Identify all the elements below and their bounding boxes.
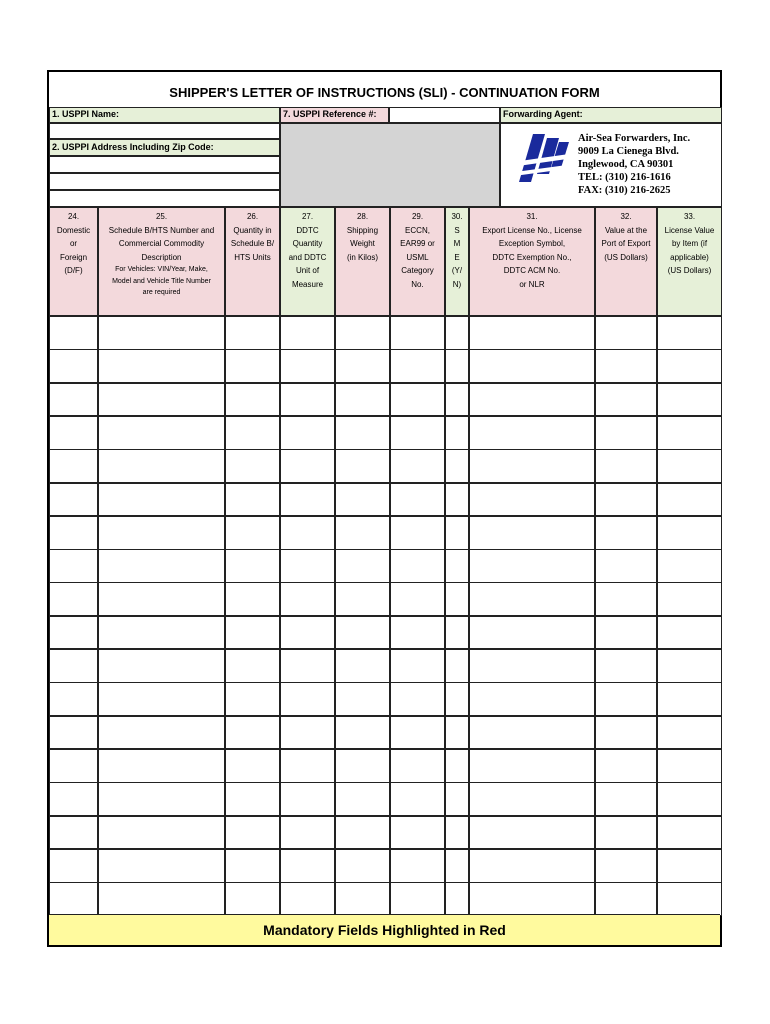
line-item-cell[interactable] [335, 616, 390, 650]
line-item-cell[interactable] [98, 349, 225, 383]
line-item-cell[interactable] [445, 483, 469, 517]
usppi-address-field-3[interactable] [49, 190, 280, 207]
column-header-line: HTS Units [234, 252, 271, 262]
column-number: 32. [620, 212, 632, 221]
column-header-line: Commercial Commodity [118, 239, 205, 248]
line-item-cell[interactable] [225, 682, 280, 716]
line-item-cell[interactable] [49, 882, 98, 916]
line-item-cell[interactable] [280, 549, 335, 583]
line-item-cell[interactable] [657, 449, 722, 483]
column-header-line: Port of Export [601, 239, 651, 248]
line-item-cell[interactable] [390, 816, 445, 850]
column-header-line: Schedule B/ [230, 239, 275, 248]
line-item-cell[interactable] [469, 782, 595, 816]
line-item-cell[interactable] [445, 882, 469, 916]
column-header-line: Export License No., License [482, 225, 582, 235]
line-item-cell[interactable] [390, 316, 445, 350]
line-item-cell[interactable] [469, 349, 595, 383]
line-item-cell[interactable] [445, 383, 469, 417]
line-item-cell[interactable] [49, 716, 98, 750]
line-item-cell[interactable] [445, 649, 469, 683]
line-item-cell[interactable] [595, 816, 657, 850]
line-item-cell[interactable] [49, 616, 98, 650]
line-item-cell[interactable] [390, 682, 445, 716]
line-item-cell[interactable] [390, 383, 445, 417]
line-item-cell[interactable] [335, 516, 390, 550]
line-item-cell[interactable] [595, 782, 657, 816]
column-number: 28. [356, 212, 369, 221]
line-item-cell[interactable] [280, 383, 335, 417]
column-number: 26. [246, 212, 259, 221]
column-header-line: ECCN, [405, 225, 430, 235]
line-item-cell[interactable] [280, 316, 335, 350]
mandatory-fields-note: Mandatory Fields Highlighted in Red [49, 914, 720, 945]
line-item-cell[interactable] [98, 616, 225, 650]
line-item-cell[interactable] [335, 582, 390, 616]
line-item-cell[interactable] [469, 749, 595, 783]
line-item-cell[interactable] [225, 316, 280, 350]
line-item-cell[interactable] [280, 716, 335, 750]
line-item-cell[interactable] [225, 416, 280, 450]
line-item-cell[interactable] [335, 782, 390, 816]
line-item-cell[interactable] [469, 416, 595, 450]
line-item-cell[interactable] [280, 616, 335, 650]
line-item-cell[interactable] [98, 316, 225, 350]
column-header-28 [335, 207, 390, 316]
line-item-cell[interactable] [98, 849, 225, 883]
column-header-line: E [454, 252, 460, 262]
line-item-cell[interactable] [390, 649, 445, 683]
line-item-cell[interactable] [390, 349, 445, 383]
line-item-cell[interactable] [335, 649, 390, 683]
line-item-cell[interactable] [98, 816, 225, 850]
line-item-cell[interactable] [225, 383, 280, 417]
agent-city: Inglewood, CA 90301 [578, 159, 674, 170]
line-item-cell[interactable] [49, 649, 98, 683]
sli-continuation-form [47, 70, 722, 947]
column-header-25 [98, 207, 225, 316]
line-item-cell[interactable] [390, 416, 445, 450]
line-item-cell[interactable] [445, 349, 469, 383]
line-item-cell[interactable] [595, 349, 657, 383]
column-header-line: N) [452, 279, 462, 289]
line-item-cell[interactable] [469, 882, 595, 916]
usppi-name-label: 1. USPPI Name: [49, 107, 280, 123]
line-item-cell[interactable] [335, 316, 390, 350]
line-item-cell[interactable] [445, 316, 469, 350]
line-item-cell[interactable] [280, 582, 335, 616]
line-item-cell[interactable] [469, 549, 595, 583]
column-header-line: Domestic [56, 225, 91, 235]
line-item-cell[interactable] [280, 349, 335, 383]
forwarding-agent-label: Forwarding Agent: [500, 107, 722, 123]
line-item-cell[interactable] [657, 383, 722, 417]
line-item-cell[interactable] [280, 483, 335, 517]
line-item-cell[interactable] [595, 383, 657, 417]
line-item-cell[interactable] [98, 749, 225, 783]
line-item-cell[interactable] [225, 549, 280, 583]
line-item-cell[interactable] [657, 882, 722, 916]
column-header-line: EAR99 or [400, 239, 435, 248]
line-item-cell[interactable] [225, 349, 280, 383]
column-header-line: (in Kilos) [346, 252, 379, 262]
line-item-cell[interactable] [657, 716, 722, 750]
column-header-line: Description [141, 252, 182, 262]
line-item-cell[interactable] [280, 782, 335, 816]
line-item-cell[interactable] [657, 582, 722, 616]
line-item-cell[interactable] [657, 682, 722, 716]
line-item-cell[interactable] [657, 749, 722, 783]
column-number: 29. [411, 212, 424, 221]
column-header-line: M [453, 239, 461, 248]
line-item-cell[interactable] [98, 716, 225, 750]
line-item-cell[interactable] [280, 449, 335, 483]
line-item-cell[interactable] [595, 316, 657, 350]
line-item-cell[interactable] [98, 649, 225, 683]
usppi-reference-field[interactable] [389, 107, 500, 123]
line-item-cell[interactable] [98, 483, 225, 517]
line-item-cell[interactable] [280, 649, 335, 683]
column-header-32 [595, 207, 657, 316]
line-item-cell[interactable] [390, 782, 445, 816]
column-header-line: Value at the [604, 225, 648, 235]
line-item-cell[interactable] [595, 416, 657, 450]
column-header-line: Quantity [292, 239, 323, 248]
agent-fax: FAX: (310) 216-2625 [578, 185, 671, 196]
line-item-cell[interactable] [98, 782, 225, 816]
line-item-cell[interactable] [445, 749, 469, 783]
column-header-line: Shipping [346, 225, 379, 235]
line-item-cell[interactable] [595, 516, 657, 550]
line-item-cell[interactable] [469, 383, 595, 417]
column-header-note: Model and Vehicle Title Number [112, 277, 211, 285]
line-item-cell[interactable] [595, 483, 657, 517]
line-item-cell[interactable] [390, 449, 445, 483]
column-header-line: (Y/ [451, 266, 463, 275]
line-item-cell[interactable] [469, 516, 595, 550]
column-header-line: Weight [350, 239, 375, 248]
line-item-cell[interactable] [335, 349, 390, 383]
line-item-cell[interactable] [469, 449, 595, 483]
column-header-30 [445, 207, 469, 316]
line-item-cell[interactable] [445, 549, 469, 583]
line-item-cell[interactable] [469, 616, 595, 650]
usppi-address-field-1[interactable] [49, 156, 280, 173]
line-item-cell[interactable] [225, 816, 280, 850]
line-item-cell[interactable] [335, 483, 390, 517]
line-item-cell[interactable] [445, 816, 469, 850]
column-header-line: applicable) [670, 252, 709, 262]
line-item-cell[interactable] [657, 649, 722, 683]
line-item-cell[interactable] [657, 316, 722, 350]
line-item-cell[interactable] [49, 349, 98, 383]
column-header-line: Quantity in [233, 225, 272, 235]
line-item-cell[interactable] [390, 483, 445, 517]
line-item-cell[interactable] [49, 816, 98, 850]
line-item-cell[interactable] [595, 849, 657, 883]
line-item-cell[interactable] [335, 383, 390, 417]
line-item-cell[interactable] [98, 882, 225, 916]
line-item-cell[interactable] [469, 849, 595, 883]
line-item-cell[interactable] [390, 749, 445, 783]
line-item-cell[interactable] [595, 616, 657, 650]
column-number: 31. [526, 212, 538, 221]
column-header-26 [225, 207, 280, 316]
line-item-cell[interactable] [280, 516, 335, 550]
line-item-cell[interactable] [445, 782, 469, 816]
shaded-area [280, 123, 500, 207]
line-item-cell[interactable] [469, 649, 595, 683]
column-number: 24. [67, 212, 80, 221]
line-item-cell[interactable] [225, 716, 280, 750]
line-item-cell[interactable] [49, 483, 98, 517]
column-header-line: Schedule B/HTS Number and [108, 225, 215, 235]
forwarding-agent-info [578, 132, 690, 197]
column-header-line: (US Dollars) [667, 266, 712, 275]
column-number: 25. [155, 212, 168, 221]
line-item-cell[interactable] [49, 383, 98, 417]
column-header-line: DDTC ACM No. [503, 266, 561, 275]
column-header-31 [469, 207, 595, 316]
line-item-cell[interactable] [595, 882, 657, 916]
line-item-cell[interactable] [98, 582, 225, 616]
column-number: 27. [301, 212, 314, 221]
line-item-cell[interactable] [280, 682, 335, 716]
line-item-cell[interactable] [390, 882, 445, 916]
line-item-cell[interactable] [445, 449, 469, 483]
column-header-line: by Item (if [671, 239, 708, 248]
line-item-cell[interactable] [595, 582, 657, 616]
line-item-cell[interactable] [225, 782, 280, 816]
line-item-cell[interactable] [390, 849, 445, 883]
column-header-line: DDTC [296, 225, 319, 235]
line-item-cell[interactable] [657, 816, 722, 850]
column-header-24 [49, 207, 98, 316]
line-item-cell[interactable] [595, 549, 657, 583]
column-number: 30. [451, 212, 463, 221]
line-item-cell[interactable] [49, 582, 98, 616]
column-header-note: For Vehicles: VIN/Year, Make, [115, 266, 208, 273]
line-item-cell[interactable] [225, 516, 280, 550]
column-header-line: USML [406, 252, 429, 262]
line-item-cell[interactable] [280, 816, 335, 850]
usppi-address-label: 2. USPPI Address Including Zip Code: [49, 139, 280, 156]
column-number: 33. [683, 212, 696, 221]
agent-name: Air-Sea Forwarders, Inc. [578, 133, 691, 144]
column-header-29 [390, 207, 445, 316]
line-item-cell[interactable] [657, 483, 722, 517]
line-item-cell[interactable] [469, 483, 595, 517]
line-item-cell[interactable] [335, 416, 390, 450]
line-item-cell[interactable] [49, 316, 98, 350]
line-item-cell[interactable] [49, 849, 98, 883]
line-item-cell[interactable] [280, 849, 335, 883]
line-item-cell[interactable] [445, 416, 469, 450]
column-header-line: or NLR [519, 279, 545, 289]
line-item-cell[interactable] [445, 682, 469, 716]
line-item-cell[interactable] [595, 649, 657, 683]
column-header-line: Measure [291, 279, 324, 289]
line-item-cell[interactable] [280, 416, 335, 450]
line-item-cell[interactable] [335, 716, 390, 750]
line-item-cell[interactable] [49, 549, 98, 583]
line-item-cell[interactable] [657, 549, 722, 583]
usppi-address-field-2[interactable] [49, 173, 280, 190]
line-item-cell[interactable] [225, 616, 280, 650]
line-item-cell[interactable] [390, 582, 445, 616]
line-item-cell[interactable] [657, 616, 722, 650]
line-item-cell[interactable] [49, 449, 98, 483]
line-item-cell[interactable] [469, 816, 595, 850]
line-item-cell[interactable] [657, 416, 722, 450]
column-header-line: Category [401, 266, 434, 275]
column-header-line: DDTC Exemption No., [492, 252, 572, 262]
column-header-note: are required [142, 289, 181, 296]
agent-street: 9009 La Cienega Blvd. [578, 146, 679, 157]
line-item-cell[interactable] [225, 449, 280, 483]
line-item-cell[interactable] [225, 749, 280, 783]
column-header-33 [657, 207, 722, 316]
line-item-cell[interactable] [445, 516, 469, 550]
line-item-cell[interactable] [98, 449, 225, 483]
column-header-line: (US Dollars) [604, 252, 648, 262]
line-item-cell[interactable] [335, 882, 390, 916]
line-item-cell[interactable] [280, 882, 335, 916]
line-item-cell[interactable] [49, 749, 98, 783]
form-title: SHIPPER'S LETTER OF INSTRUCTIONS (SLI) - CONTINUATION FORM [169, 85, 600, 100]
line-item-cell[interactable] [469, 716, 595, 750]
agent-tel: TEL: (310) 216-1616 [578, 172, 671, 183]
line-item-cell[interactable] [595, 449, 657, 483]
line-item-cell[interactable] [335, 816, 390, 850]
line-item-cell[interactable] [657, 516, 722, 550]
line-item-cell[interactable] [98, 682, 225, 716]
line-item-cell[interactable] [98, 416, 225, 450]
line-item-cell[interactable] [469, 582, 595, 616]
line-item-cell[interactable] [98, 383, 225, 417]
line-item-cell[interactable] [225, 483, 280, 517]
column-header-line: License Value [664, 225, 715, 235]
line-item-cell[interactable] [595, 716, 657, 750]
line-item-cell[interactable] [49, 416, 98, 450]
line-item-cell[interactable] [335, 849, 390, 883]
line-item-cell[interactable] [98, 516, 225, 550]
line-item-cell[interactable] [335, 682, 390, 716]
line-item-cell[interactable] [49, 516, 98, 550]
column-header-line: or [69, 239, 78, 248]
line-item-cell[interactable] [390, 616, 445, 650]
line-item-cell[interactable] [225, 649, 280, 683]
line-item-cell[interactable] [335, 749, 390, 783]
line-item-cell[interactable] [657, 782, 722, 816]
line-item-cell[interactable] [445, 716, 469, 750]
column-header-line: Exception Symbol, [498, 239, 566, 248]
line-item-cell[interactable] [225, 849, 280, 883]
line-item-cell[interactable] [469, 316, 595, 350]
asf-logo-icon [511, 132, 571, 184]
usppi-reference-label: 7. USPPI Reference #: [280, 107, 389, 123]
line-item-cell[interactable] [49, 682, 98, 716]
line-item-cell[interactable] [335, 449, 390, 483]
column-header-line: (D/F) [64, 266, 83, 275]
line-item-cell[interactable] [469, 682, 595, 716]
line-item-cell[interactable] [657, 349, 722, 383]
line-item-cell[interactable] [445, 849, 469, 883]
column-header-line: No. [411, 279, 424, 289]
line-item-cell[interactable] [657, 849, 722, 883]
line-item-cell[interactable] [98, 549, 225, 583]
line-item-cell[interactable] [595, 749, 657, 783]
line-item-cell[interactable] [390, 516, 445, 550]
line-item-cell[interactable] [225, 582, 280, 616]
usppi-name-field[interactable] [49, 123, 280, 139]
line-item-cell[interactable] [445, 616, 469, 650]
column-header-line: Unit of [295, 266, 320, 275]
line-item-cell[interactable] [335, 549, 390, 583]
line-item-cell[interactable] [49, 782, 98, 816]
column-header-27 [280, 207, 335, 316]
column-header-line: S [454, 225, 460, 235]
line-item-cell[interactable] [390, 716, 445, 750]
line-item-cell[interactable] [280, 749, 335, 783]
line-item-cell[interactable] [595, 682, 657, 716]
column-header-line: and DDTC [288, 252, 327, 262]
line-item-cell[interactable] [390, 549, 445, 583]
column-header-line: Foreign [59, 252, 88, 262]
line-item-cell[interactable] [445, 582, 469, 616]
line-item-cell[interactable] [225, 882, 280, 916]
